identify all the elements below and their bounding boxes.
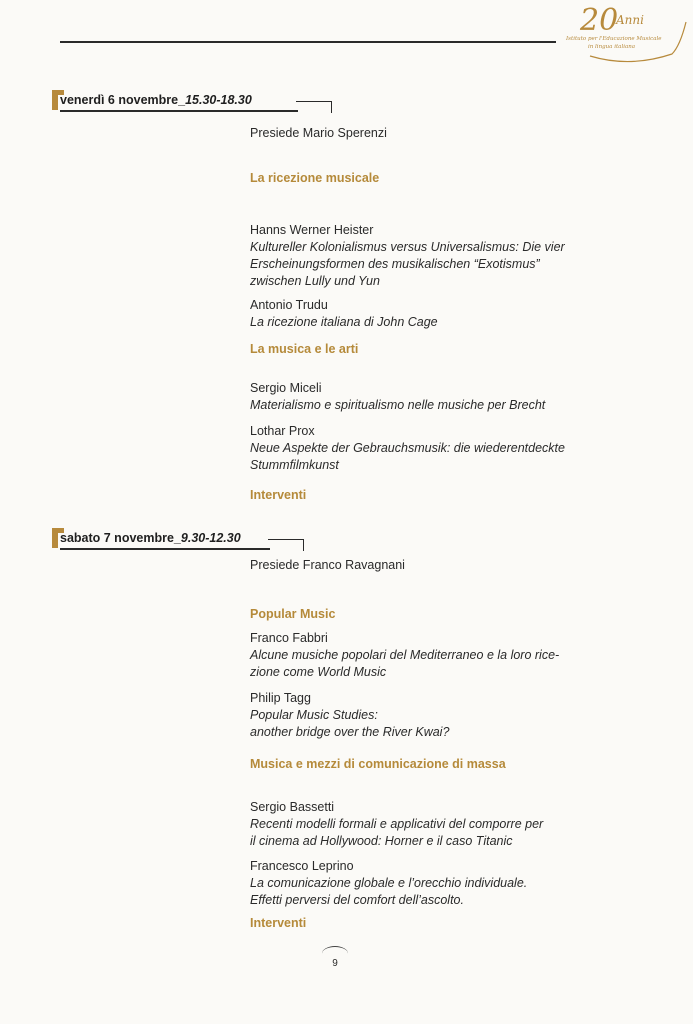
- day1-chair-block: [250, 126, 630, 140]
- day2-talk-2: [250, 690, 630, 741]
- day2-section-1: Popular Music: [250, 607, 336, 621]
- speaker-name: Franco Fabbri: [250, 631, 328, 645]
- page-number-text: 9: [332, 958, 338, 969]
- header-rule: [60, 41, 556, 43]
- talk-title: Popular Music Studies: another bridge over the River Kwai?: [250, 708, 450, 739]
- day2-chair-block: [250, 558, 630, 572]
- day2-label: sabato 7 novembre_: [60, 531, 181, 545]
- talk-title: Kultureller Kolonialismus versus Universalismus: Die vier Erscheinungsformen des musikalischen “Exotismus” zwischen Lully und Yun: [250, 240, 565, 288]
- day2-title: [60, 531, 241, 545]
- logo-number: 20: [580, 3, 619, 38]
- anniversary-logo: [560, 2, 690, 68]
- speaker-name: Lothar Prox: [250, 424, 315, 438]
- day1-chair: Presiede Mario Sperenzi: [250, 126, 387, 140]
- talk-title: Materialismo e spiritualismo nelle musiche per Brecht: [250, 398, 546, 412]
- talk-title: Neue Aspekte der Gebrauchsmusik: die wiederentdeckte Stummfilmkunst: [250, 441, 565, 472]
- page-number: [320, 946, 350, 976]
- day1-section-2: La musica e le arti: [250, 342, 359, 356]
- logo-line2: in lingua italiana: [588, 44, 636, 50]
- speaker-name: Sergio Miceli: [250, 381, 322, 395]
- day2-header: [52, 528, 334, 550]
- speaker-name: Sergio Bassetti: [250, 800, 335, 814]
- logo-word: Anni: [616, 13, 644, 27]
- day1-talk-4: [250, 423, 630, 474]
- day2-talk-1: [250, 630, 630, 681]
- speaker-name: Philip Tagg: [250, 691, 311, 705]
- day2-section-2: Musica e mezzi di comunicazione di massa: [250, 757, 506, 771]
- day1-section-1: La ricezione musicale: [250, 171, 380, 185]
- logo-graphic: [560, 2, 690, 68]
- day2-talk-4: [250, 858, 630, 909]
- speaker-name: Hanns Werner Heister: [250, 223, 374, 237]
- logo-line1: Istituto per l'Educazione Musicale: [566, 36, 662, 42]
- day1-talk-2: [250, 297, 630, 331]
- day2-chair: Presiede Franco Ravagnani: [250, 558, 405, 572]
- day1-time: 15.30-18.30: [185, 93, 252, 107]
- day1-interventi: Interventi: [250, 488, 307, 502]
- day1-title: [60, 93, 252, 107]
- day1-talk-3: [250, 380, 630, 414]
- speaker-name: Antonio Trudu: [250, 298, 328, 312]
- talk-title: La ricezione italiana di John Cage: [250, 315, 438, 329]
- talk-title: Recenti modelli formali e applicativi del comporre per il cinema ad Hollywood: Horner e il caso Titanic: [250, 817, 544, 848]
- day2-interventi: Interventi: [250, 916, 307, 930]
- day1-talk-1: [250, 222, 630, 290]
- day2-time: 9.30-12.30: [180, 531, 241, 545]
- talk-title: Alcune musiche popolari del Mediterraneo e la loro rice- zione come World Music: [250, 648, 560, 679]
- day1-label: venerdì 6 novembre_: [60, 93, 186, 107]
- day1-header: [52, 90, 334, 112]
- day2-talk-3: [250, 799, 630, 850]
- talk-title: La comunicazione globale e l’orecchio individuale. Effetti perversi del comfort dell’ascolto.: [250, 876, 528, 907]
- speaker-name: Francesco Leprino: [250, 859, 354, 873]
